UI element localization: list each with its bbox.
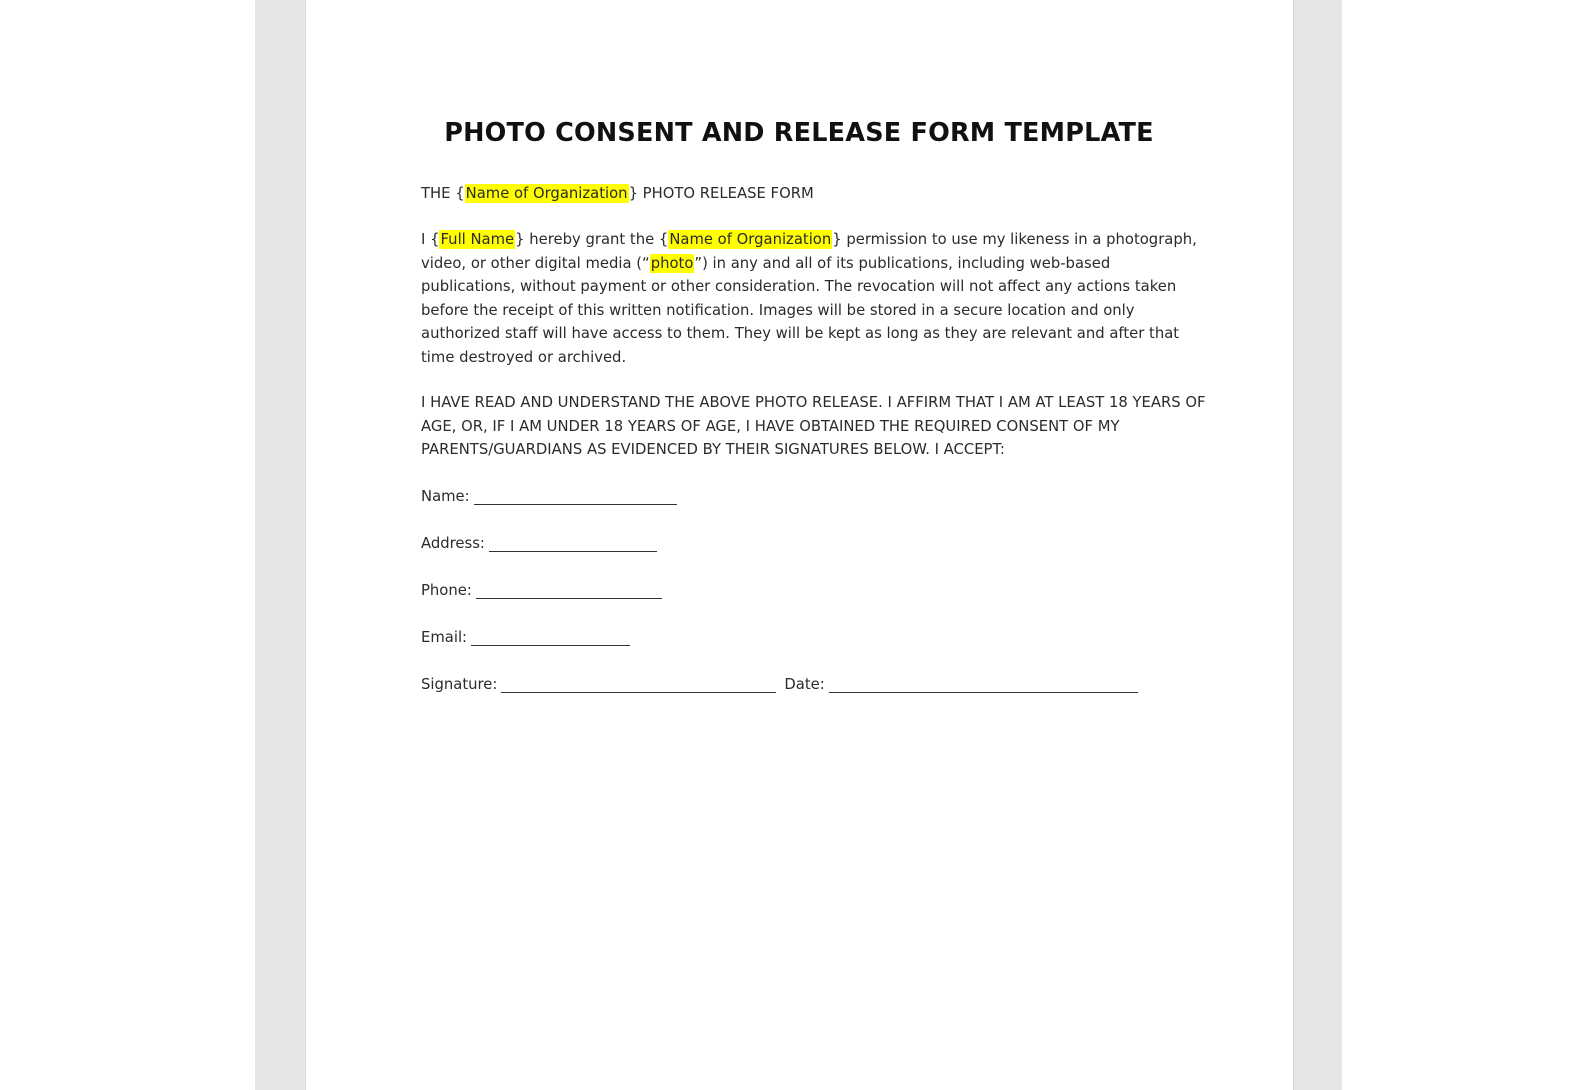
paragraph-line (421, 228, 1197, 252)
affirmation-line: AGE, OR, IF I AM UNDER 18 YEARS OF AGE, I HAVE OBTAINED THE REQUIRED CONSENT OF MY (421, 417, 1120, 435)
name-blank-line[interactable] (474, 487, 677, 505)
affirmation-line: I HAVE READ AND UNDERSTAND THE ABOVE PHOTO RELEASE. I AFFIRM THAT I AM AT LEAST 18 YEARS OF (421, 394, 1206, 411)
phone-blank-line[interactable] (476, 581, 662, 599)
paragraph-line (421, 252, 1110, 276)
name-label: Name: (421, 488, 470, 505)
text-fragment: } hereby grant the { (515, 231, 669, 248)
placeholder-full-name: Full Name (440, 231, 515, 248)
signature-label: Signature: (421, 676, 498, 693)
placeholder-organization-name: Name of Organization (669, 231, 832, 248)
document-title: PHOTO CONSENT AND RELEASE FORM TEMPLATE (444, 118, 1154, 148)
text-fragment: video, or other digital media (“ (421, 254, 650, 272)
address-blank-line[interactable] (489, 534, 657, 552)
affirmation-line: PARENTS/GUARDIANS AS EVIDENCED BY THEIR SIGNATURES BELOW. I ACCEPT: (421, 441, 1005, 458)
text-fragment: ”) in any and all of its publications, including web-based (694, 254, 1111, 272)
phone-field-row (421, 581, 662, 601)
email-field-row (421, 628, 630, 648)
name-field-row (421, 487, 677, 507)
signature-date-row (421, 675, 1138, 695)
signature-blank-line[interactable] (501, 675, 776, 693)
subtitle-prefix: THE { (421, 185, 465, 202)
paragraph-line: time destroyed or archived. (421, 348, 627, 366)
paragraph-line: publications, without payment or other consideration. The revocation will not affect any actions taken (421, 278, 1177, 295)
address-label: Address: (421, 535, 485, 552)
placeholder-photo: photo (650, 254, 694, 272)
paragraph-line: authorized staff will have access to them. They will be kept as long as they are relevant and after that (421, 325, 1180, 342)
text-fragment: } permission to use my likeness in a photograph, (832, 231, 1197, 248)
placeholder-organization-name: Name of Organization (465, 185, 628, 202)
date-label: Date: (784, 676, 825, 693)
phone-label: Phone: (421, 582, 472, 599)
form-subtitle (421, 182, 814, 206)
subtitle-suffix: } PHOTO RELEASE FORM (628, 185, 814, 202)
paragraph-line: before the receipt of this written notification. Images will be stored in a secure location and only (421, 301, 1135, 319)
email-label: Email: (421, 629, 468, 646)
date-blank-line[interactable] (829, 675, 1138, 693)
email-blank-line[interactable] (471, 628, 630, 646)
address-field-row (421, 534, 657, 554)
text-fragment: I { (421, 231, 440, 248)
